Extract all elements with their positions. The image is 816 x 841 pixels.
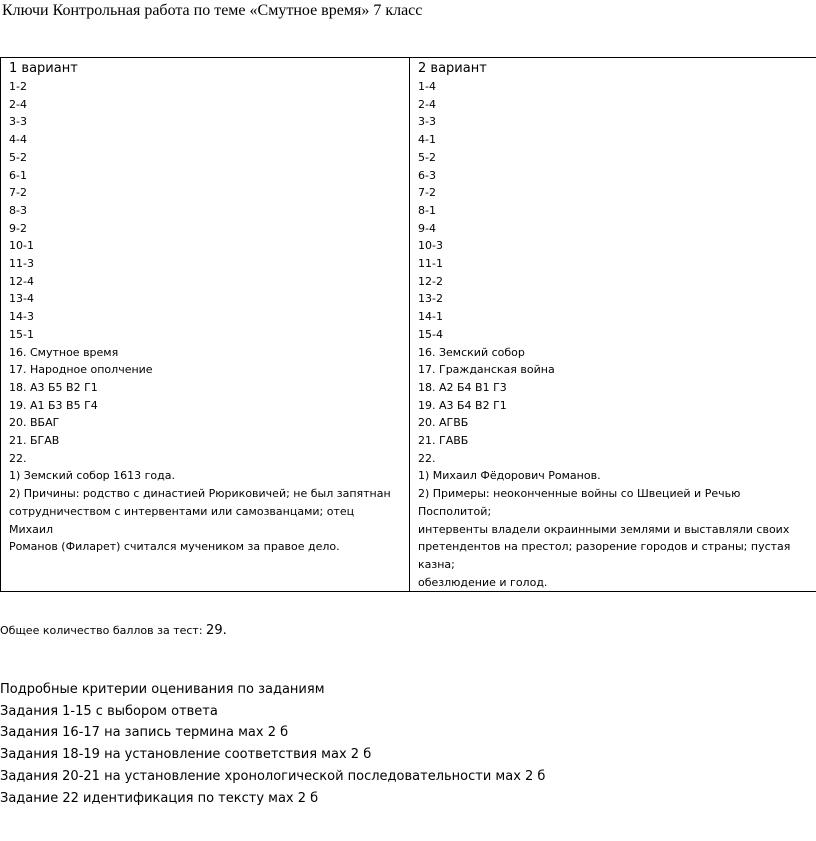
answer-line: 3-3 xyxy=(418,115,436,129)
answer-line: 11-1 xyxy=(418,257,443,271)
answer-line: 9-2 xyxy=(9,221,27,235)
answer-line: 6-1 xyxy=(9,168,27,182)
answer-line: 21. БГАВ xyxy=(9,434,60,448)
answer-line: 16. Земский собор xyxy=(418,345,525,359)
answer-line: 15-1 xyxy=(9,327,34,341)
criteria-line: Подробные критерии оценивания по заданиям xyxy=(0,682,325,697)
table-row xyxy=(1,58,816,592)
answer-line: 1-4 xyxy=(418,80,436,93)
answer-line: 1) Земский собор 1613 года. xyxy=(9,469,176,483)
answer-line: сотрудничеством с интервентами или самозванцами; отец Михаил xyxy=(9,504,355,536)
answer-line: 20. ВБАГ xyxy=(9,416,60,430)
answer-line: Романов (Филарет) считался мучеником за правое дело. xyxy=(9,540,340,554)
answer-line: 5-2 xyxy=(9,150,27,164)
answer-key-table xyxy=(0,57,816,592)
answer-line: 4-4 xyxy=(9,133,27,147)
criteria-line: Задания 1-15 с выбором ответа xyxy=(0,703,218,719)
variant-2-heading: 2 вариант xyxy=(418,61,487,76)
criteria-line: Задания 16-17 на запись термина мах 2 б xyxy=(0,725,289,741)
answer-line: 12-2 xyxy=(418,274,443,288)
answer-line: 18. А2 Б4 В1 Г3 xyxy=(418,380,507,394)
answer-line: 11-3 xyxy=(9,257,34,271)
answer-line: 3-3 xyxy=(9,115,27,129)
answer-line: 18. А3 Б5 В2 Г1 xyxy=(9,380,98,394)
answer-line: 7-2 xyxy=(9,186,27,200)
criteria-line: Задание 22 идентификация по тексту мах 2 б xyxy=(0,790,319,806)
answer-line: 2) Примеры: неоконченные войны со Швецией и Речью Посполитой; xyxy=(418,487,741,518)
answer-line: 2) Причины: родство с династией Рюриковичей; не был запятнан xyxy=(9,487,391,501)
variant-1-answers xyxy=(9,78,401,556)
answer-line: 1-2 xyxy=(9,80,27,93)
page-title: Ключи Контрольная работа по теме «Смутное время» 7 класс xyxy=(2,2,423,19)
answer-line: 10-3 xyxy=(418,239,443,253)
answer-line: 19. А1 Б3 В5 Г4 xyxy=(9,398,98,412)
answer-line: 16. Смутное время xyxy=(9,345,119,359)
answer-line: интервенты владели окраинными землями и выставляли своих xyxy=(418,522,790,536)
total-score-value: 29. xyxy=(206,623,227,638)
answer-line: 17. Гражданская война xyxy=(418,363,555,377)
answer-line: 2-4 xyxy=(418,97,436,111)
answer-line: 7-2 xyxy=(418,186,436,200)
answer-line: 13-4 xyxy=(9,292,34,306)
answer-line: 22. xyxy=(9,451,27,465)
answer-line: обезлюдение и голод. xyxy=(418,575,548,589)
answer-line: 13-2 xyxy=(418,292,443,306)
criteria-line: Задания 20-21 на установление хронологической последовательности мах 2 б xyxy=(0,768,546,784)
variant-2-cell xyxy=(410,58,816,592)
criteria-line: Задания 18-19 на установление соответствия мах 2 б xyxy=(0,747,372,763)
answer-line: 20. АГВБ xyxy=(418,416,469,430)
answer-line: 19. А3 Б4 В2 Г1 xyxy=(418,398,507,412)
answer-line: 6-3 xyxy=(418,168,436,182)
answer-line: 12-4 xyxy=(9,274,34,288)
total-score-label: Общее количество баллов за тест: xyxy=(0,624,207,637)
answer-line: 4-1 xyxy=(418,133,436,147)
variant-1-cell xyxy=(1,58,410,592)
variant-1-heading: 1 вариант xyxy=(9,61,78,76)
answer-line: 15-4 xyxy=(418,327,443,341)
answer-line: 17. Народное ополчение xyxy=(9,363,153,377)
answer-line: 22. xyxy=(418,451,436,465)
variant-2-answers xyxy=(418,78,810,591)
answer-line: 21. ГАВБ xyxy=(418,434,469,448)
answer-line: 5-2 xyxy=(418,150,436,164)
answer-line: 1) Михаил Фёдорович Романов. xyxy=(418,469,601,483)
answer-line: 14-1 xyxy=(418,310,443,324)
total-score xyxy=(0,623,227,639)
answer-line: 8-1 xyxy=(418,203,436,217)
answer-line: 9-4 xyxy=(418,221,436,235)
answer-line: 8-3 xyxy=(9,203,27,217)
answer-line: 2-4 xyxy=(9,97,27,111)
answer-line: 10-1 xyxy=(9,239,34,253)
grading-criteria xyxy=(0,679,545,809)
answer-line: 14-3 xyxy=(9,310,34,324)
answer-line: претендентов на престол; разорение городов и страны; пустая казна; xyxy=(418,540,791,571)
